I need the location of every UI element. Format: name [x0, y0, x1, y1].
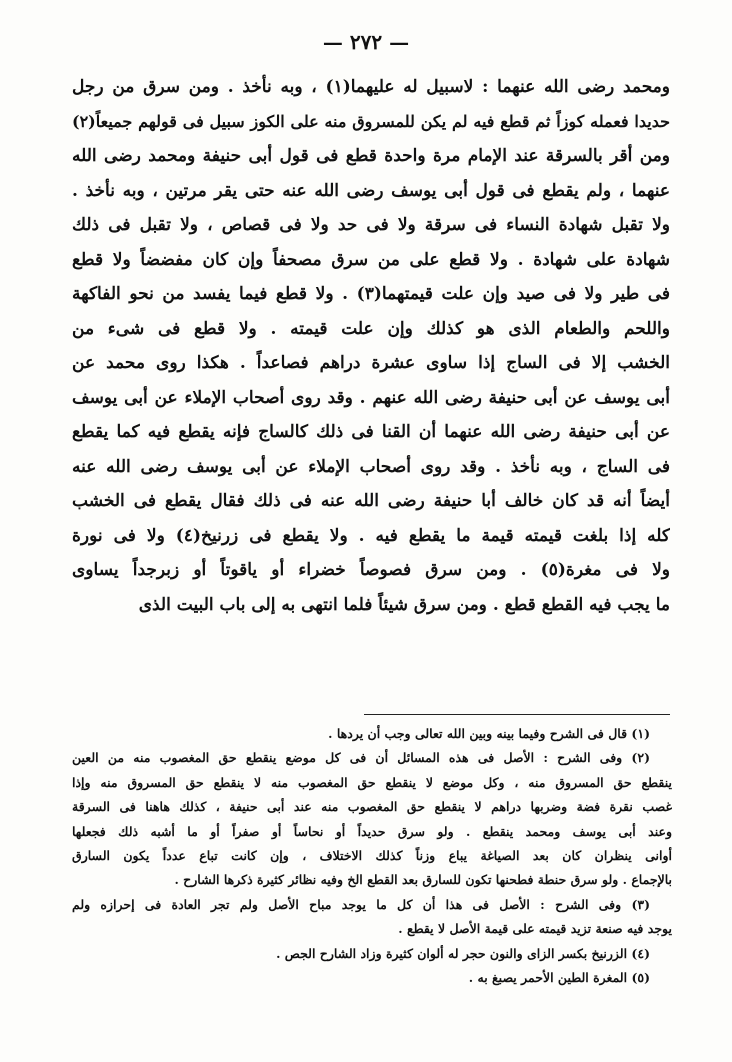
footnote-line: وعند أبى يوسف ومحمد ينقطع . ولو سرق حديداً أو نحاساً أو صفراً أو ما أشبه ذلك فجعلها — [72, 823, 672, 839]
footnote-divider — [364, 714, 670, 715]
text-line: عنهما ، ولم يقطع فى قول أبى يوسف رضى الله عنه حتى يقر مرتين ، وبه نأخذ . — [72, 180, 670, 201]
text-line: عن أبى حنيفة رضى الله عنهما أن القنا فى ذلك كالساج فإنه يقطع فيه كما يقطع — [72, 422, 670, 442]
text-line: فى الساج ، وبه نأخذ . وقد روى أصحاب الإملاء عن أبى يوسف رضى الله عنه — [72, 456, 670, 477]
text-line: ومحمد رضى الله عنهما : لاسبيل له عليهما(١) ، وبه نأخذ . ومن سرق من رجل — [72, 77, 670, 97]
footnote-line: أوانى ينظران كان بعد الصياغة يباع وزناً كذلك الاختلاف ، وإن كانت تباع عدداً يكون السارق — [72, 847, 672, 863]
footnote-line: (٣) وفى الشرح : الأصل فى هذا أن كل ما يوجد مباح الأصل ولم تجر العادة فى إحرازه ولم — [72, 896, 650, 912]
footnote-line: غصب نقرة فضة وضربها دراهم لا ينقطع حق المغصوب منه عند أبى حنيفة ، كذلك هاهنا فى السرقة — [72, 799, 672, 815]
text-line: شهادة على شهادة . ولا قطع على من سرق مصحفاً وإن كان مفضضاً ولا قطع — [72, 249, 670, 270]
footnote-line: (٥) المغرة الطين الأحمر يصبغ به . — [468, 969, 650, 985]
text-line: أيضاً أنه قد كان خالف أبا حنيفة رضى الله عنه فى ذلك فقال يقطع فى الخشب — [72, 491, 670, 511]
footnote-line: (٤) الزرنيخ بكسر الزاى والنون حجر له ألوان كثيرة وزاد الشارح الجص . — [276, 945, 650, 961]
footnote-line: بالإجماع . ولو سرق حنطة فطحنها تكون للسارق بعد القطع الخ وفيه نظائر كثيرة ذكرها الشارح . — [174, 872, 672, 888]
text-line: الخشب إلا فى الساج إذا ساوى عشرة دراهم فصاعداً . هكذا روى محمد عن — [72, 353, 670, 373]
text-line: واللحم والطعام الذى هو كذلك وإن علت قيمته . ولا قطع فى شىء من — [72, 318, 670, 339]
text-line: ولا فى مغرة(٥) . ومن سرق فصوصاً خضراء أو ياقوتاً أو زبرجداً يساوى — [72, 560, 670, 580]
text-line: ومن أقر بالسرقة عند الإمام مرة واحدة قطع فى قول أبى حنيفة ومحمد رضى الله — [72, 146, 670, 166]
footnote-line: (١) قال فى الشرح وفيما بينه وبين الله تعالى وجب أن يردها . — [328, 726, 650, 741]
text-line: فى طير ولا فى صيد وإن علت قيمتهما(٣) . ولا قطع فيما يفسد من نحو الفاكهة — [72, 284, 670, 304]
main-text — [72, 70, 670, 622]
footnote-line: (٢) وفى الشرح : الأصل فى هذه المسائل أن فى كل موضع ينقطع حق المغصوب منه من العين — [72, 750, 650, 766]
text-line: ما يجب فيه القطع قطع . ومن سرق شيئاً فلما انتهى به إلى باب البيت الذى — [138, 594, 670, 615]
footnote-line: يوجد فيه صنعة تزيد قيمته على قيمة الأصل لا يقطع . — [398, 921, 672, 937]
text-line: أبى يوسف عن أبى حنيفة رضى الله عنهم . وقد روى أصحاب الإملاء عن أبى يوسف — [72, 387, 670, 408]
footnotes — [72, 722, 672, 990]
text-line: حديدا فعمله كوزاً ثم قطع فيه لم يكن للمسروق منه على الكوز سبيل فى قولهم جميعاً(٢) — [72, 111, 670, 131]
text-line: ولا تقبل شهادة النساء فى سرقة ولا فى حد ولا فى قصاص ، ولا تقبل فى ذلك — [72, 215, 670, 235]
text-line: كله إذا بلغت قيمته قيمة ما يقطع فيه . ولا يقطع فى زرنيخ(٤) ولا فى نورة — [72, 525, 670, 546]
footnote-line: ينقطع حق المسروق منه ، وكل موضع لا ينقطع حق المغصوب منه لا ينقطع حق المسروق منه وإذا — [72, 774, 672, 790]
page-number: — ٢٧٢ — — [322, 30, 410, 54]
